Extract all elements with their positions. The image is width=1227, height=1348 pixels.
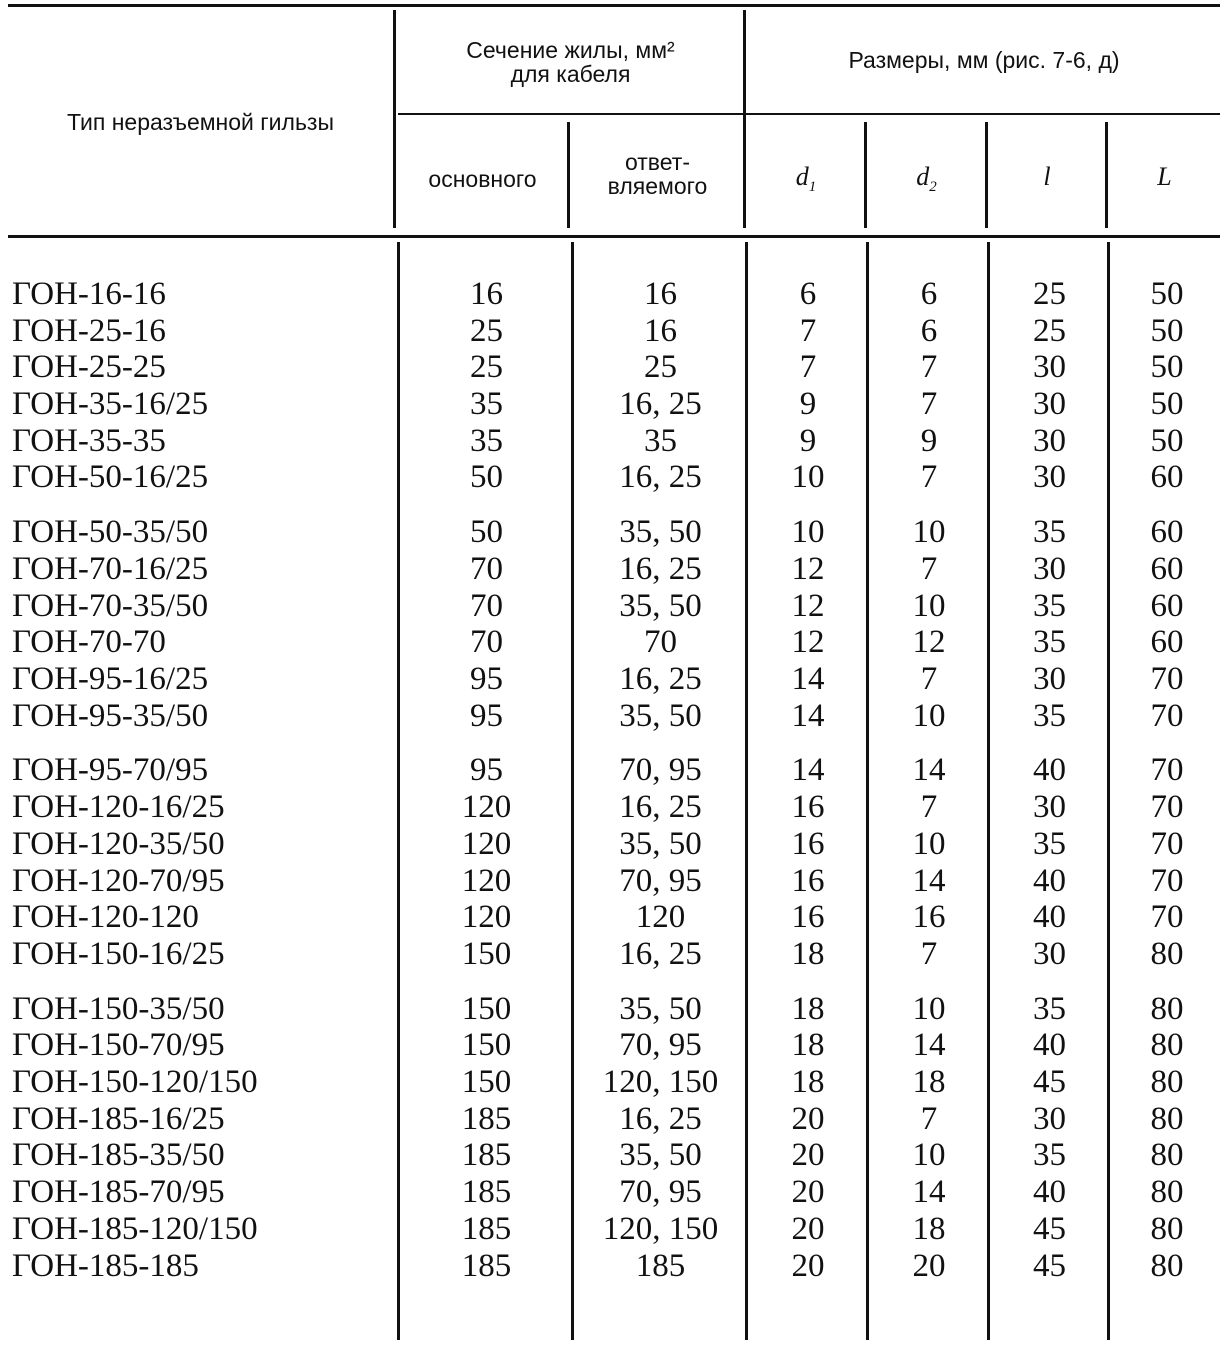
cell-main: 70 bbox=[470, 624, 503, 660]
cell-l: 35 bbox=[1033, 1137, 1066, 1173]
header-section-group bbox=[398, 38, 743, 86]
cell-d1: 14 bbox=[791, 698, 825, 734]
cell-branch: 35, 50 bbox=[619, 1137, 702, 1173]
cell-d1: 18 bbox=[791, 991, 825, 1027]
cell-l: 30 bbox=[1033, 936, 1066, 972]
cell-l: 35 bbox=[1033, 826, 1066, 862]
cell-d2: 10 bbox=[912, 698, 946, 734]
cell-L: 60 bbox=[1150, 551, 1184, 587]
cell-main: 185 bbox=[461, 1211, 512, 1247]
table-row bbox=[0, 752, 1227, 789]
cell-L: 60 bbox=[1150, 624, 1184, 660]
cell-d1: 16 bbox=[791, 789, 825, 825]
cell-L: 80 bbox=[1150, 1248, 1184, 1284]
cell-type: ГОН-95-35/50 bbox=[12, 698, 209, 734]
cell-main: 120 bbox=[461, 899, 512, 935]
cell-d1: 18 bbox=[791, 936, 825, 972]
cell-l: 40 bbox=[1033, 752, 1066, 788]
cell-d1: 14 bbox=[791, 661, 825, 697]
cell-type: ГОН-150-35/50 bbox=[12, 991, 225, 1027]
cell-main: 120 bbox=[461, 863, 512, 899]
cell-l: 30 bbox=[1033, 789, 1066, 825]
cell-branch: 120, 150 bbox=[602, 1064, 719, 1100]
cell-d1: 9 bbox=[799, 423, 817, 459]
cell-l: 35 bbox=[1033, 624, 1066, 660]
cell-l: 35 bbox=[1033, 698, 1066, 734]
cell-main: 150 bbox=[461, 1064, 512, 1100]
cell-branch: 70, 95 bbox=[619, 1174, 702, 1210]
cell-l: 25 bbox=[1033, 313, 1066, 349]
cell-main: 150 bbox=[461, 936, 512, 972]
cell-main: 185 bbox=[461, 1248, 512, 1284]
header-vline-branch bbox=[567, 122, 570, 228]
cell-L: 70 bbox=[1150, 863, 1184, 899]
table-row bbox=[0, 423, 1227, 460]
cell-main: 50 bbox=[470, 459, 503, 495]
cell-branch: 16 bbox=[644, 313, 677, 349]
cell-L: 80 bbox=[1150, 991, 1184, 1027]
cell-type: ГОН-25-25 bbox=[12, 349, 166, 385]
table-row bbox=[0, 624, 1227, 661]
cell-type: ГОН-120-35/50 bbox=[12, 826, 225, 862]
header-d2 bbox=[868, 162, 985, 199]
cell-d1: 7 bbox=[799, 313, 817, 349]
cell-d2: 10 bbox=[912, 991, 946, 1027]
cell-branch: 35, 50 bbox=[619, 991, 702, 1027]
cell-l: 40 bbox=[1033, 1174, 1066, 1210]
cell-type: ГОН-16-16 bbox=[12, 276, 166, 312]
cell-l: 45 bbox=[1033, 1211, 1066, 1247]
cell-type: ГОН-50-35/50 bbox=[12, 514, 209, 550]
cell-type: ГОН-70-35/50 bbox=[12, 588, 209, 624]
header-l: l bbox=[1043, 162, 1051, 191]
cell-d2: 20 bbox=[912, 1248, 946, 1284]
cell-type: ГОН-120-16/25 bbox=[12, 789, 225, 825]
cell-type: ГОН-150-120/150 bbox=[12, 1064, 258, 1100]
cell-L: 80 bbox=[1150, 1174, 1184, 1210]
header-dims-group: Размеры, мм (рис. 7-6, д) bbox=[848, 47, 1120, 73]
header-d2-letter: d bbox=[916, 162, 930, 191]
cell-l: 30 bbox=[1033, 459, 1066, 495]
cell-type: ГОН-120-70/95 bbox=[12, 863, 225, 899]
cell-d2: 10 bbox=[912, 826, 946, 862]
cell-d1: 12 bbox=[791, 551, 825, 587]
cell-L: 80 bbox=[1150, 1027, 1184, 1063]
cell-type: ГОН-70-16/25 bbox=[12, 551, 209, 587]
cell-l: 35 bbox=[1033, 991, 1066, 1027]
table-row bbox=[0, 1211, 1227, 1248]
header-d1 bbox=[748, 162, 864, 199]
cell-d2: 14 bbox=[912, 1027, 946, 1063]
table-row bbox=[0, 276, 1227, 313]
cell-main: 35 bbox=[470, 386, 503, 422]
cell-main: 95 bbox=[470, 661, 503, 697]
header-type: Тип неразъемной гильзы bbox=[66, 109, 334, 135]
cell-branch: 35, 50 bbox=[619, 514, 702, 550]
header-L: L bbox=[1157, 162, 1172, 191]
cell-d1: 16 bbox=[791, 826, 825, 862]
cell-branch: 35 bbox=[644, 423, 677, 459]
cell-l: 40 bbox=[1033, 899, 1066, 935]
cell-l: 25 bbox=[1033, 276, 1066, 312]
header-branch-line1: ответ- bbox=[624, 149, 690, 175]
cell-d2: 18 bbox=[912, 1211, 946, 1247]
cell-branch: 35, 50 bbox=[619, 698, 702, 734]
cell-d1: 10 bbox=[791, 459, 825, 495]
cell-main: 25 bbox=[470, 313, 503, 349]
table-row bbox=[0, 1064, 1227, 1101]
header-d1-sub: 1 bbox=[808, 179, 817, 196]
cell-type: ГОН-25-16 bbox=[12, 313, 166, 349]
cell-d2: 9 bbox=[920, 423, 938, 459]
cell-d2: 14 bbox=[912, 752, 946, 788]
cell-d1: 16 bbox=[791, 863, 825, 899]
cell-L: 70 bbox=[1150, 826, 1184, 862]
cell-type: ГОН-95-70/95 bbox=[12, 752, 209, 788]
table-row bbox=[0, 1027, 1227, 1064]
cell-L: 50 bbox=[1150, 423, 1184, 459]
cell-branch: 16, 25 bbox=[619, 789, 702, 825]
table-row bbox=[0, 551, 1227, 588]
header-main: основного bbox=[428, 166, 537, 192]
cell-d2: 7 bbox=[920, 936, 938, 972]
cell-main: 50 bbox=[470, 514, 503, 550]
cell-branch: 70, 95 bbox=[619, 863, 702, 899]
cell-d2: 14 bbox=[912, 863, 946, 899]
cell-type: ГОН-185-35/50 bbox=[12, 1137, 225, 1173]
cell-main: 70 bbox=[470, 551, 503, 587]
cell-d2: 7 bbox=[920, 661, 938, 697]
header-group-rule bbox=[398, 113, 1220, 115]
cell-d2: 16 bbox=[912, 899, 946, 935]
cell-l: 40 bbox=[1033, 863, 1066, 899]
cell-main: 95 bbox=[470, 752, 503, 788]
table-row bbox=[0, 588, 1227, 625]
cell-d1: 14 bbox=[791, 752, 825, 788]
cell-l: 45 bbox=[1033, 1248, 1066, 1284]
cell-main: 35 bbox=[470, 423, 503, 459]
cell-branch: 70, 95 bbox=[619, 1027, 702, 1063]
cell-d2: 12 bbox=[912, 624, 946, 660]
cell-branch: 16 bbox=[644, 276, 677, 312]
cell-branch: 35, 50 bbox=[619, 826, 702, 862]
cell-d2: 7 bbox=[920, 349, 938, 385]
table-top-rule bbox=[8, 4, 1220, 7]
cell-main: 185 bbox=[461, 1101, 512, 1137]
cell-L: 70 bbox=[1150, 661, 1184, 697]
cell-d1: 18 bbox=[791, 1064, 825, 1100]
header-d2-sub: 2 bbox=[929, 179, 937, 196]
cell-d2: 14 bbox=[912, 1174, 946, 1210]
cell-branch: 185 bbox=[635, 1248, 686, 1284]
cell-d1: 6 bbox=[799, 276, 817, 312]
cell-d1: 20 bbox=[791, 1248, 825, 1284]
cell-d1: 16 bbox=[791, 899, 825, 935]
header-vline-d2 bbox=[864, 122, 867, 228]
cell-d1: 18 bbox=[791, 1027, 825, 1063]
cell-main: 120 bbox=[461, 826, 512, 862]
cell-branch: 16, 25 bbox=[619, 459, 702, 495]
cell-L: 50 bbox=[1150, 313, 1184, 349]
cell-L: 70 bbox=[1150, 752, 1184, 788]
cell-type: ГОН-150-70/95 bbox=[12, 1027, 225, 1063]
cell-L: 80 bbox=[1150, 936, 1184, 972]
cell-type: ГОН-95-16/25 bbox=[12, 661, 209, 697]
cell-d1: 10 bbox=[791, 514, 825, 550]
cell-L: 60 bbox=[1150, 588, 1184, 624]
cell-d2: 10 bbox=[912, 1137, 946, 1173]
cell-l: 40 bbox=[1033, 1027, 1066, 1063]
cell-L: 80 bbox=[1150, 1064, 1184, 1100]
cell-L: 80 bbox=[1150, 1211, 1184, 1247]
cell-L: 60 bbox=[1150, 514, 1184, 550]
cell-l: 30 bbox=[1033, 423, 1066, 459]
cell-main: 95 bbox=[470, 698, 503, 734]
cell-type: ГОН-150-16/25 bbox=[12, 936, 225, 972]
table-row bbox=[0, 1174, 1227, 1211]
cell-L: 50 bbox=[1150, 276, 1184, 312]
cell-L: 80 bbox=[1150, 1137, 1184, 1173]
cell-main: 25 bbox=[470, 349, 503, 385]
table-row bbox=[0, 386, 1227, 423]
cell-L: 50 bbox=[1150, 349, 1184, 385]
cell-d2: 7 bbox=[920, 551, 938, 587]
table-row bbox=[0, 1101, 1227, 1138]
header-branch-line2: вляемого bbox=[607, 173, 708, 199]
cell-type: ГОН-185-16/25 bbox=[12, 1101, 225, 1137]
table-row bbox=[0, 698, 1227, 735]
cell-l: 35 bbox=[1033, 588, 1066, 624]
cell-l: 45 bbox=[1033, 1064, 1066, 1100]
cell-l: 35 bbox=[1033, 514, 1066, 550]
cell-d1: 20 bbox=[791, 1137, 825, 1173]
cell-l: 30 bbox=[1033, 349, 1066, 385]
cell-d1: 12 bbox=[791, 624, 825, 660]
cell-d1: 12 bbox=[791, 588, 825, 624]
cell-l: 30 bbox=[1033, 1101, 1066, 1137]
cell-type: ГОН-185-70/95 bbox=[12, 1174, 225, 1210]
cell-d2: 7 bbox=[920, 386, 938, 422]
table-row bbox=[0, 991, 1227, 1028]
header-bottom-rule bbox=[8, 235, 1220, 238]
table-row bbox=[0, 661, 1227, 698]
cell-branch: 16, 25 bbox=[619, 386, 702, 422]
cell-L: 70 bbox=[1150, 899, 1184, 935]
header-branch bbox=[572, 150, 743, 198]
cell-L: 80 bbox=[1150, 1101, 1184, 1137]
cell-branch: 16, 25 bbox=[619, 661, 702, 697]
cell-L: 60 bbox=[1150, 459, 1184, 495]
cell-type: ГОН-50-16/25 bbox=[12, 459, 209, 495]
cell-d1: 7 bbox=[799, 349, 817, 385]
cell-type: ГОН-70-70 bbox=[12, 624, 166, 660]
cell-branch: 35, 50 bbox=[619, 588, 702, 624]
cell-d2: 6 bbox=[920, 313, 938, 349]
cell-l: 30 bbox=[1033, 551, 1066, 587]
header-section-line1: Сечение жилы, мм² bbox=[466, 37, 675, 63]
cell-branch: 16, 25 bbox=[619, 551, 702, 587]
cell-branch: 120 bbox=[635, 899, 686, 935]
cell-d1: 20 bbox=[791, 1211, 825, 1247]
header-section-line2: для кабеля bbox=[510, 61, 631, 87]
cell-type: ГОН-35-35 bbox=[12, 423, 166, 459]
cell-L: 70 bbox=[1150, 698, 1184, 734]
table-row bbox=[0, 313, 1227, 350]
cell-main: 150 bbox=[461, 1027, 512, 1063]
cell-branch: 16, 25 bbox=[619, 936, 702, 972]
cell-d2: 10 bbox=[912, 514, 946, 550]
header-vline-l bbox=[985, 122, 988, 228]
cell-d2: 7 bbox=[920, 1101, 938, 1137]
cell-d1: 20 bbox=[791, 1174, 825, 1210]
cell-branch: 120, 150 bbox=[602, 1211, 719, 1247]
cell-main: 16 bbox=[470, 276, 503, 312]
cell-branch: 25 bbox=[644, 349, 677, 385]
cell-l: 30 bbox=[1033, 386, 1066, 422]
cell-d2: 10 bbox=[912, 588, 946, 624]
cell-main: 70 bbox=[470, 588, 503, 624]
table-row bbox=[0, 1248, 1227, 1285]
table-row bbox=[0, 1137, 1227, 1174]
header-vline-L bbox=[1105, 122, 1108, 228]
cell-branch: 70, 95 bbox=[619, 752, 702, 788]
table-row bbox=[0, 349, 1227, 386]
table-row bbox=[0, 459, 1227, 496]
cell-d2: 7 bbox=[920, 789, 938, 825]
cell-d2: 18 bbox=[912, 1064, 946, 1100]
cell-d1: 20 bbox=[791, 1101, 825, 1137]
cell-type: ГОН-185-185 bbox=[12, 1248, 199, 1284]
cell-d1: 9 bbox=[799, 386, 817, 422]
cell-d2: 7 bbox=[920, 459, 938, 495]
cell-type: ГОН-35-16/25 bbox=[12, 386, 209, 422]
table-row bbox=[0, 863, 1227, 900]
cell-type: ГОН-185-120/150 bbox=[12, 1211, 258, 1247]
cell-branch: 16, 25 bbox=[619, 1101, 702, 1137]
cell-type: ГОН-120-120 bbox=[12, 899, 199, 935]
header-d1-letter: d bbox=[795, 162, 809, 191]
cell-L: 50 bbox=[1150, 386, 1184, 422]
header-vline-section bbox=[743, 10, 746, 228]
cell-l: 30 bbox=[1033, 661, 1066, 697]
cell-main: 120 bbox=[461, 789, 512, 825]
table-row bbox=[0, 789, 1227, 826]
cell-branch: 70 bbox=[644, 624, 677, 660]
table-row bbox=[0, 826, 1227, 863]
table-row bbox=[0, 936, 1227, 973]
table-row bbox=[0, 514, 1227, 551]
cell-main: 185 bbox=[461, 1174, 512, 1210]
cell-L: 70 bbox=[1150, 789, 1184, 825]
header-vline-type bbox=[393, 10, 396, 228]
cell-main: 185 bbox=[461, 1137, 512, 1173]
cell-d2: 6 bbox=[920, 276, 938, 312]
cell-main: 150 bbox=[461, 991, 512, 1027]
table-row bbox=[0, 899, 1227, 936]
